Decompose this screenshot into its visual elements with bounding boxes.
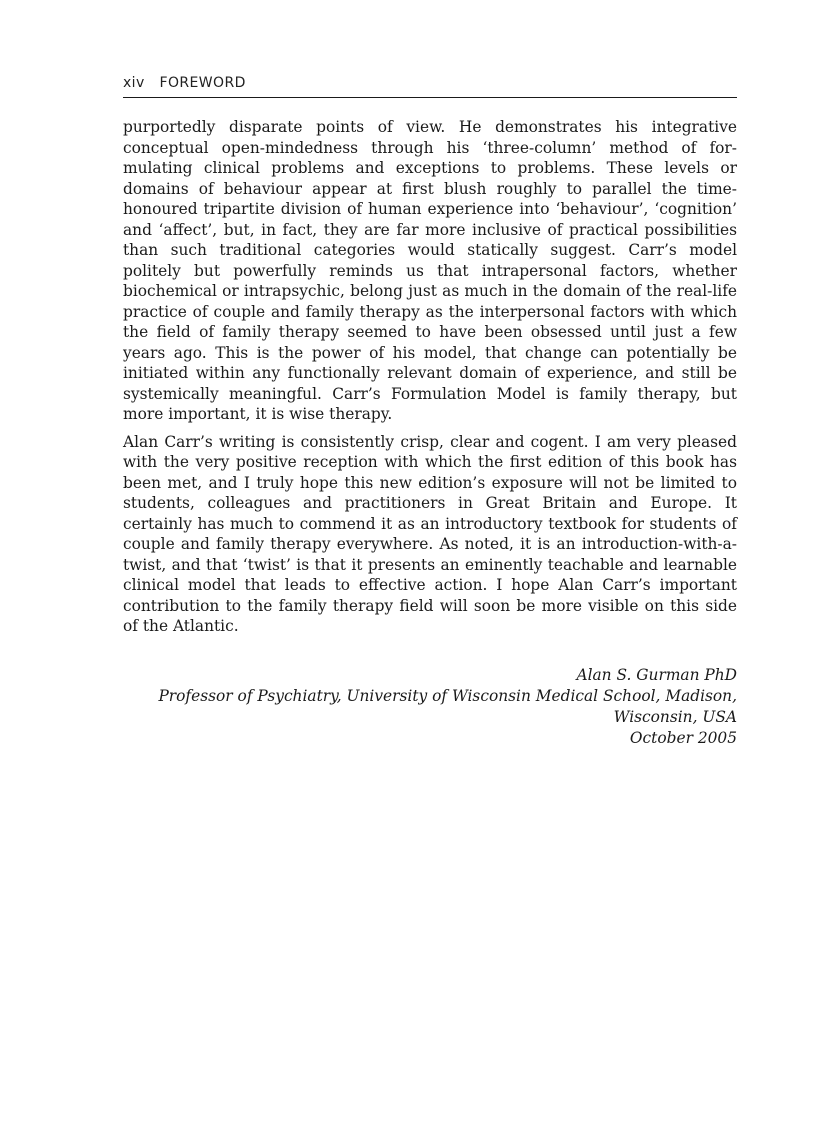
paragraph: purportedly disparate points of view. He demonstrates his integrative conceptual open-mindedness through his ‘three-column’ method of formulating clinical problems and exceptions to problems. These levels or domains of behaviour appear at first blush roughly to parallel the timehonoured tripartite division of human experience into ‘behaviour’, ‘cognition’ and ‘affect’, but, in fact, they are far more inclusive of practical possibilities than such traditional categories would statically suggest. Carr’s model politely but powerfully reminds us that intrapersonal factors, whether biochemical or intrapsychic, belong just as much in the domain of the real-life practice of couple and family therapy as the interpersonal factors with which the field of family therapy seemed to have been obsessed until just a few years ago. This is the power of his model, that change can potentially be initiated within any functionally relevant domain of experience, and still be systemically meaningful. Carr’s Formulation Model is family therapy, but more important, it is wise therapy.: [123, 118, 737, 423]
page-number: xiv: [123, 75, 145, 91]
header-rule: [123, 97, 737, 98]
signature-block: [123, 665, 737, 749]
paragraph: Alan Carr’s writing is consistently crisp, clear and cogent. I am very pleased with the very positive reception with which the first edition of this book has been met, and I truly hope this new edition’s exposure will not be limited to students, colleagues and practitioners in Great Britain and Europe. It certainly has much to commend it as an introductory textbook for students of couple and family therapy everywhere. As noted, it is an introduction-with-a-twist, and that ‘twist’ is that it presents an eminently teachable and learnable clinical model that leads to effective action. I hope Alan Carr’s important contribution to the family therapy field will soon be more visible on this side of the Atlantic.: [123, 432, 737, 635]
foreword-body: [123, 117, 737, 644]
author-location: Wisconsin, USA: [613, 708, 737, 726]
running-head: [123, 75, 737, 91]
signature-date: October 2005: [629, 729, 737, 747]
author-name: Alan S. Gurman PhD: [576, 666, 737, 684]
section-title: FOREWORD: [159, 75, 246, 91]
author-affiliation: Professor of Psychiatry, University of Wisconsin Medical School, Madison,: [158, 687, 737, 705]
